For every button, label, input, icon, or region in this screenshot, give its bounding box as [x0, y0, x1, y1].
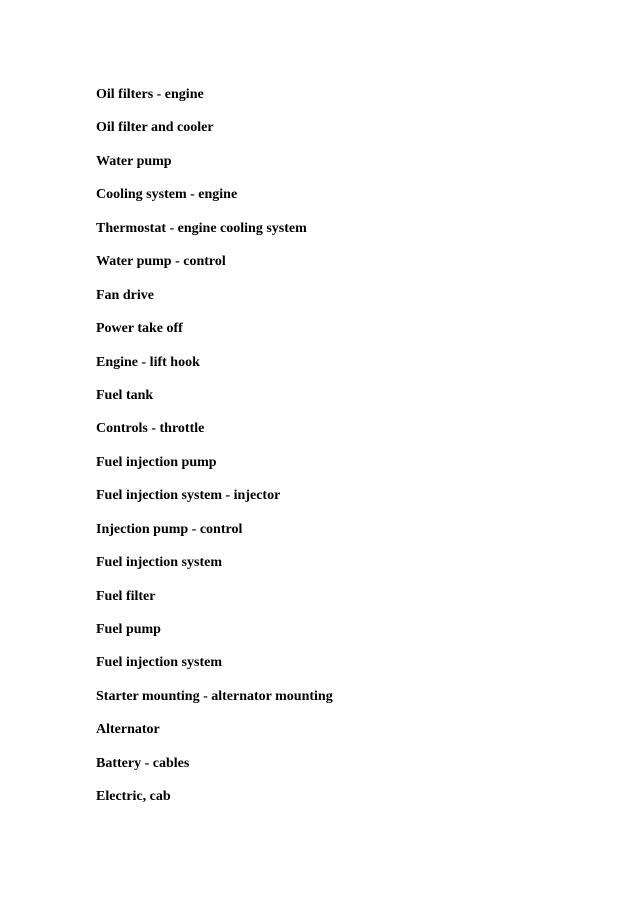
list-item: Fuel injection system — [96, 655, 222, 671]
list-item: Fuel tank — [96, 387, 154, 403]
list-item: Battery - cables — [96, 755, 190, 771]
list-item: Oil filters - engine — [96, 87, 204, 102]
list-item: Starter mounting - alternator mounting — [96, 688, 333, 704]
list-item: Fuel injection pump — [96, 454, 217, 470]
list-item: Electric, cab — [96, 789, 171, 805]
list-item: Water pump — [96, 153, 172, 169]
list-item: Fuel filter — [96, 588, 156, 604]
list-item: Alternator — [96, 722, 160, 738]
list-item: Injection pump - control — [96, 521, 243, 537]
list-item: Cooling system - engine — [96, 187, 238, 203]
list-item: Controls - throttle — [96, 421, 205, 437]
parts-list — [96, 86, 333, 822]
list-item: Fuel injection system - injector — [96, 488, 281, 504]
list-item: Fan drive — [96, 287, 154, 303]
list-item: Oil filter and cooler — [96, 120, 214, 136]
list-item: Thermostat - engine cooling system — [96, 220, 307, 236]
list-item: Water pump - control — [96, 254, 226, 270]
list-item: Fuel pump — [96, 622, 161, 637]
list-item: Fuel injection system — [96, 555, 222, 571]
list-item: Engine - lift hook — [96, 354, 200, 370]
list-item: Power take off — [96, 321, 183, 337]
